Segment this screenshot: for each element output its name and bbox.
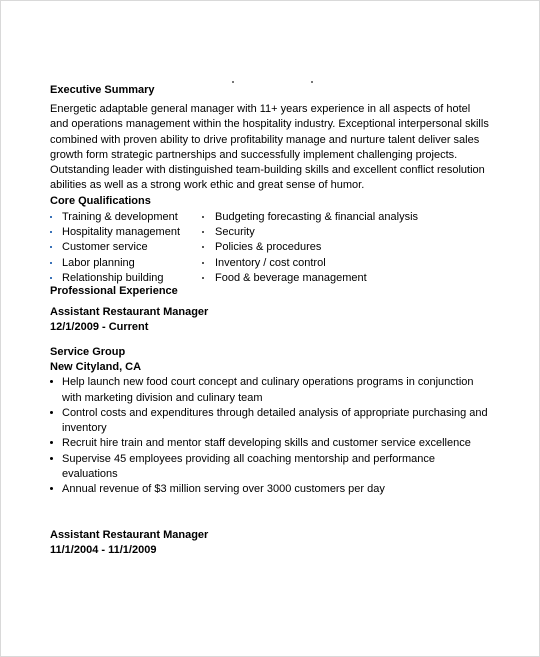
summary-text: Energetic adaptable general manager with 11+ years experience in all aspects of hotel and operations management within the hospitality industry. Exceptional interpersonal skills combined with proven ability to drive profitability manage and nurture talent deliver sales growth form strategic partnerships and successfully implement challenging projects. Outstanding leader with distinguished team-building skills and excellent conflict resolution abilities as well as a strong work ethic and great sense of humor. (50, 103, 489, 192)
resume-content (50, 83, 490, 558)
qualification-item: Hospitality management (50, 225, 202, 240)
job-dates: 11/1/2004 - 11/1/2009 (50, 543, 157, 556)
experience-heading: Professional Experience (50, 285, 178, 298)
qualification-item: Security (202, 225, 418, 240)
qualification-item: Inventory / cost control (202, 256, 418, 271)
qualifications-heading: Core Qualifications (50, 194, 151, 207)
qualification-item: Labor planning (50, 256, 202, 271)
list-item: Help launch new food court concept and culinary operations programs in conjunction with marketing division and culinary team (50, 375, 490, 406)
list-item: Annual revenue of $3 million serving over 3000 customers per day (50, 482, 490, 497)
job-duties-list (50, 375, 490, 497)
list-item: Supervise 45 employees providing all coaching mentorship and performance evaluations (50, 452, 490, 483)
qualification-item: Budgeting forecasting & financial analysis (202, 210, 418, 225)
list-item: Recruit hire train and mentor staff developing skills and customer service excellence (50, 436, 490, 451)
list-item: Control costs and expenditures through detailed analysis of appropriate purchasing and inventory (50, 406, 490, 437)
qualifications-right-column (202, 210, 418, 286)
summary-heading: Executive Summary (50, 84, 155, 96)
qualification-item: Customer service (50, 240, 202, 255)
qualification-item: Relationship building (50, 271, 202, 286)
company-location: New Cityland, CA (50, 361, 142, 374)
qualifications-left-column (50, 210, 202, 286)
job-title: Assistant Restaurant Manager (50, 306, 209, 319)
job-title: Assistant Restaurant Manager (50, 528, 209, 541)
qualification-item: Food & beverage management (202, 271, 418, 286)
qualification-item: Policies & procedures (202, 240, 418, 255)
company-name: Service Group (50, 346, 126, 359)
job-dates: 12/1/2009 - Current (50, 321, 149, 334)
qualification-item: Training & development (50, 210, 202, 225)
qualifications-list (50, 210, 490, 286)
